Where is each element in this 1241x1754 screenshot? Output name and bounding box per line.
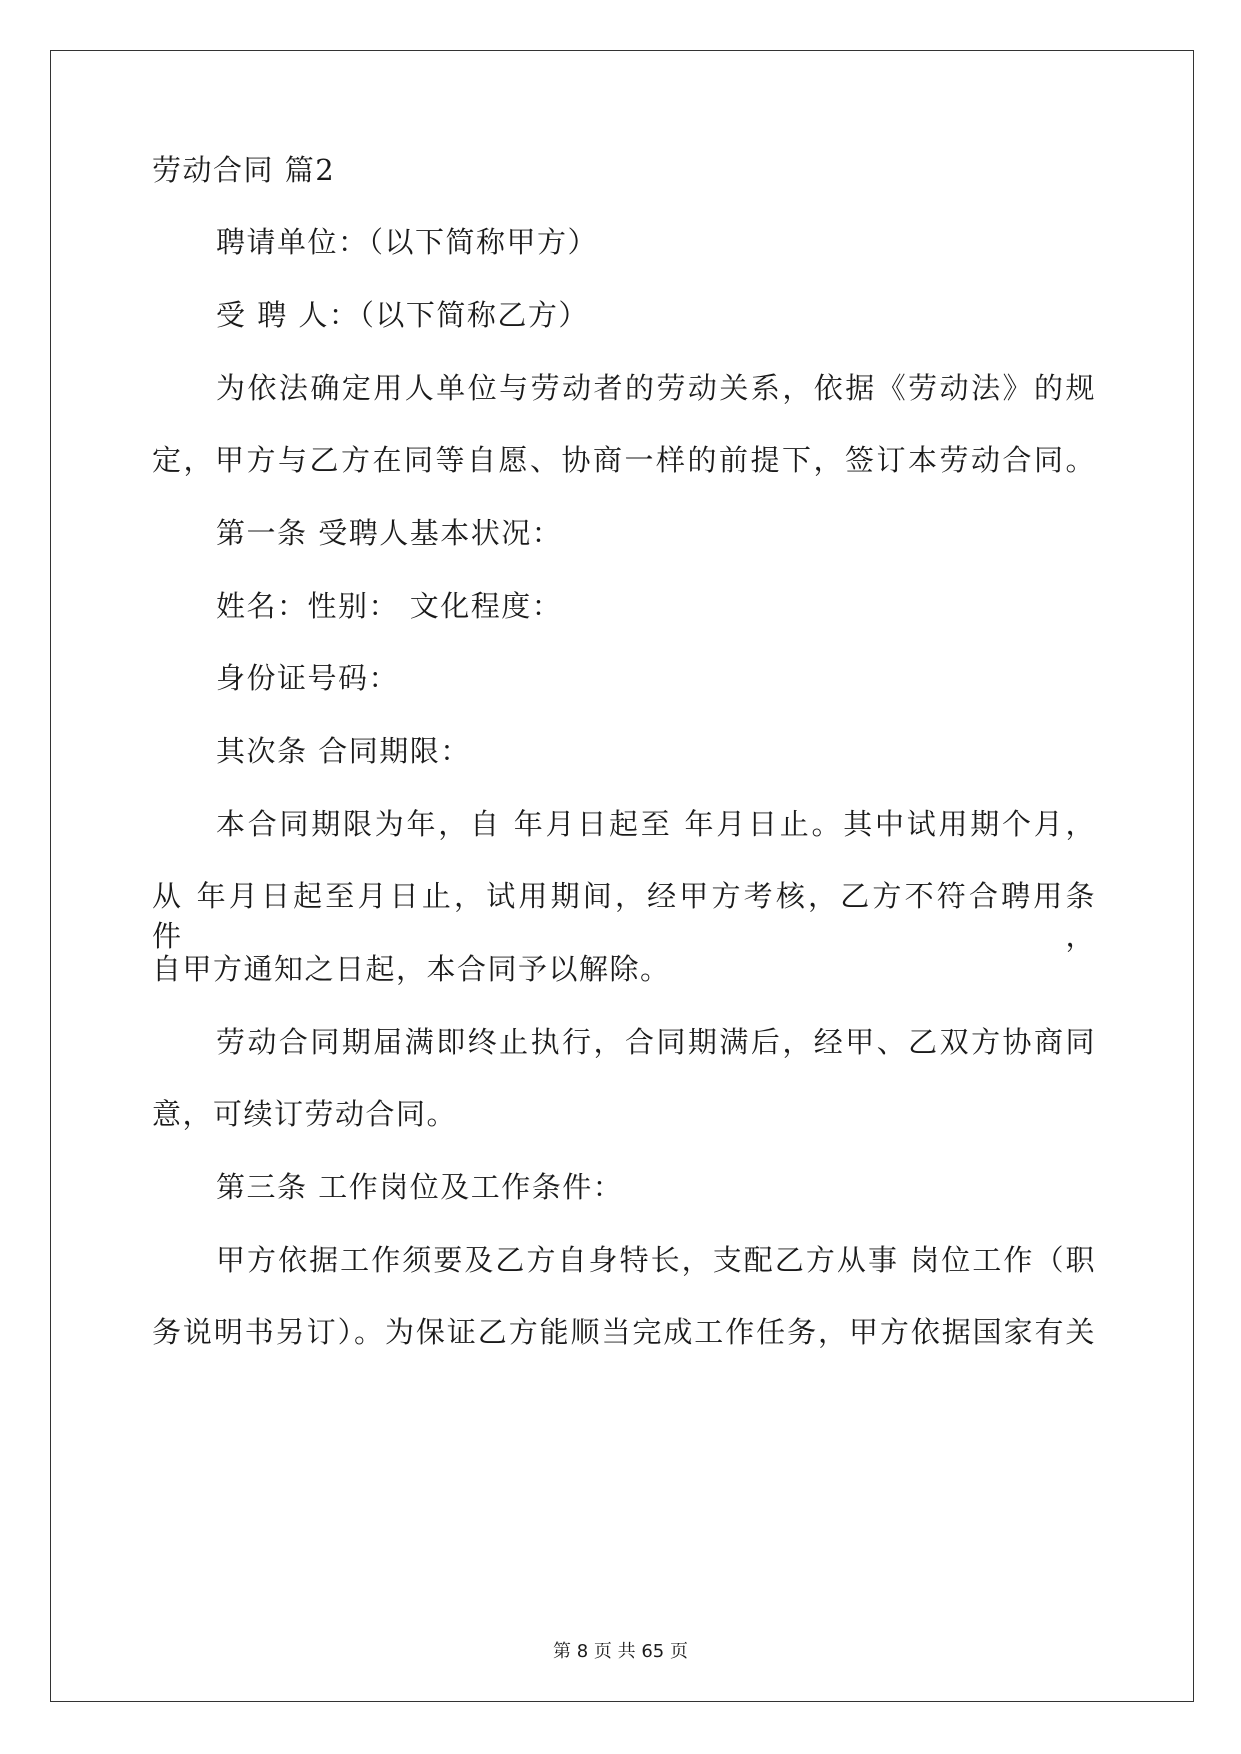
- paragraph-position-line-1: 甲方依据工作须要及乙方自身特长，支配乙方从事 岗位工作（职: [216, 1243, 1096, 1277]
- paragraph-term-line-2: 从 年月日起至月日止，试用期间，经甲方考核，乙方不符合聘用条件，: [152, 879, 1096, 953]
- paragraph-id-number: 身份证号码：: [216, 661, 400, 695]
- paragraph-name-gender: 姓名：性别： 文化程度：: [216, 589, 563, 623]
- paragraph-term-line-3: 自甲方通知之日起，本合同予以解除。: [152, 952, 671, 986]
- paragraph-renewal-line-2: 意，可续订劳动合同。: [152, 1097, 458, 1131]
- paragraph-position-line-2: 务说明书另订）。为保证乙方能顺当完成工作任务，甲方依据国家有关: [152, 1315, 1096, 1349]
- page-footer: 第 8 页 共 65 页: [553, 1641, 688, 1662]
- article-2-heading: 其次条 合同期限：: [216, 734, 471, 768]
- paragraph-employee: 受 聘 人：（以下简称乙方）: [216, 298, 589, 332]
- paragraph-purpose-line-2: 定，甲方与乙方在同等自愿、协商一样的前提下，签订本劳动合同。: [152, 443, 1096, 477]
- paragraph-employer: 聘请单位：（以下简称甲方）: [216, 225, 599, 259]
- article-3-heading: 第三条 工作岗位及工作条件：: [216, 1170, 624, 1204]
- paragraph-renewal-line-1: 劳动合同期届满即终止执行，合同期满后，经甲、乙双方协商同: [216, 1025, 1096, 1059]
- paragraph-purpose-line-1: 为依法确定用人单位与劳动者的劳动关系，依据《劳动法》的规: [216, 371, 1096, 405]
- article-1-heading: 第一条 受聘人基本状况：: [216, 516, 563, 550]
- paragraph-term-line-1: 本合同期限为年，自 年月日起至 年月日止。其中试用期个月，: [216, 807, 1096, 841]
- section-title: 劳动合同 篇2: [152, 153, 336, 187]
